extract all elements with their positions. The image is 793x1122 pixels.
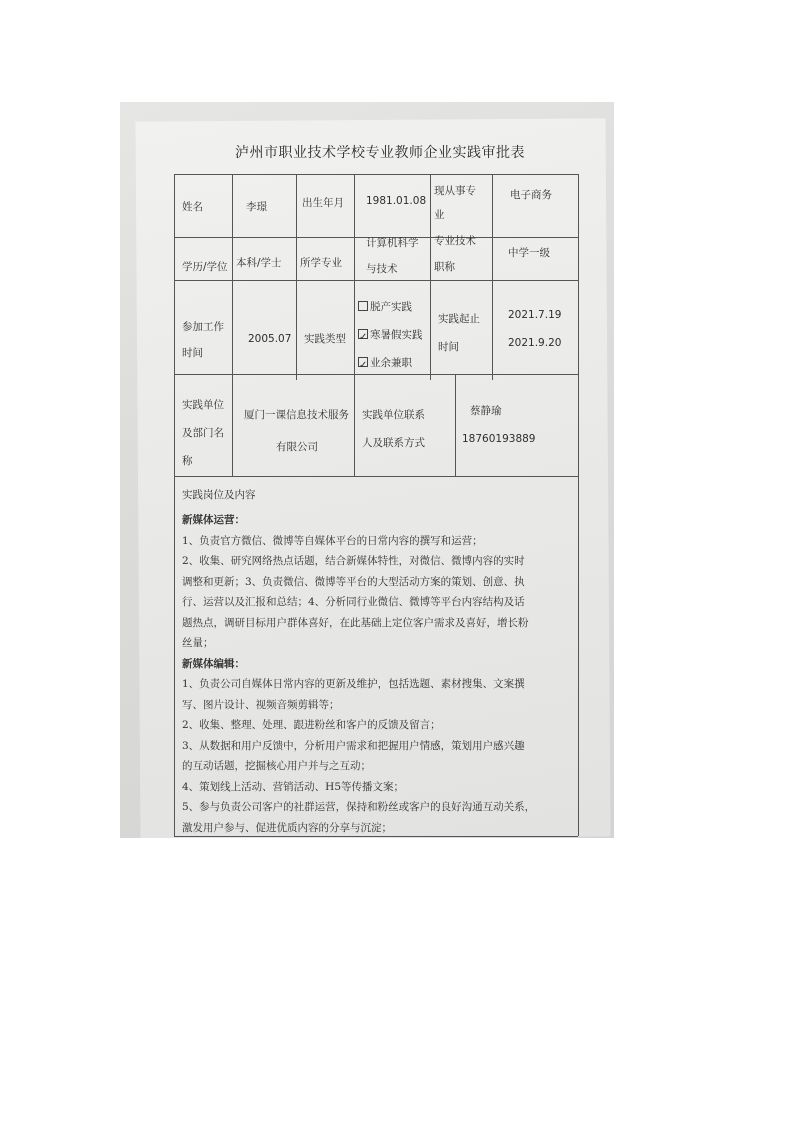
practice-unit-label-cont: 及部门名 (182, 427, 224, 439)
content-line: 1、负责官方微信、微博等自媒体平台的日常内容的撰写和运营； (182, 534, 483, 547)
practice-end-date: 2021.9.20 (508, 337, 562, 349)
practice-period-label-cont: 时间 (438, 341, 459, 353)
practice-type-option-parttime: ✓业余兼职 (358, 350, 412, 376)
content-line: 调整和更新；3、负责微信、微博等平台的大型活动方案的策划、创意、执 (182, 575, 525, 588)
checkbox-icon (358, 301, 368, 311)
content-line: 的互动话题，挖掘核心用户并与之互动； (182, 760, 371, 772)
table-rule (430, 174, 431, 380)
content-line: 4、策划线上活动、营销活动、H5等传播文案； (182, 780, 405, 793)
birth-label: 出生年月 (302, 197, 344, 209)
content-line: 2、收集、研究网络热点话题，结合新媒体特性，对微信、微博内容的实时 (182, 555, 525, 567)
professional-title-label-cont: 职称 (434, 261, 455, 273)
content-line: 3、从数据和用户反馈中，分析用户需求和把握用户情感，策划用户感兴趣 (182, 739, 525, 752)
content-line: 写、图片设计、视频音频剪辑等； (182, 698, 340, 711)
content-line: 行、运营以及汇报和总结；4、分析同行业微信、微博等平台内容结构及话 (182, 596, 525, 608)
name-label: 姓名 (182, 201, 203, 213)
practice-period-label: 实践起止 (438, 313, 480, 325)
section-title-operation: 新媒体运营： (182, 514, 245, 526)
study-major-value: 计算机科学 (366, 237, 419, 249)
content-line: 激发用户参与、促进优质内容的分享与沉淀； (182, 821, 392, 834)
form-title: 泸州市职业技术学校专业教师企业实践审批表 (235, 145, 525, 161)
table-rule (174, 476, 578, 477)
document-photo (120, 102, 614, 838)
practice-unit-value-cont: 有限公司 (276, 441, 318, 453)
table-border-left (174, 174, 175, 836)
table-rule (492, 174, 493, 380)
content-line: 丝量； (182, 637, 214, 649)
education-label: 学历/学位 (182, 261, 228, 273)
professional-title-label: 专业技术 (434, 235, 476, 247)
practice-unit-label-end: 称 (182, 455, 193, 467)
contact-name: 蔡静瑜 (470, 405, 502, 417)
major-label: 现从事专 (434, 185, 476, 197)
contact-label: 实践单位联系 (362, 409, 425, 421)
work-start-label-cont: 时间 (182, 347, 203, 359)
work-start-label: 参加工作 (182, 321, 224, 333)
content-line: 题热点，调研目标用户群体喜好，在此基础上定位客户需求及喜好，增长粉 (182, 616, 529, 629)
study-major-label: 所学专业 (300, 257, 342, 269)
practice-content-heading: 实践岗位及内容 (182, 489, 256, 501)
table-rule (296, 174, 297, 380)
practice-type-option-fulltime: 脱产实践 (358, 294, 412, 320)
professional-title-value: 中学一级 (508, 247, 550, 259)
practice-start-date: 2021.7.19 (508, 309, 562, 321)
content-line: 2、收集、整理、处理、跟进粉丝和客户的反馈及留言； (182, 719, 441, 731)
table-rule (455, 374, 456, 476)
content-line: 5、参与负责公司客户的社群运营，保持和粉丝或客户的良好沟通互动关系， (182, 801, 536, 813)
practice-content-body (182, 510, 594, 838)
practice-type-option-vacation: ✓寒暑假实践 (358, 322, 423, 348)
checkbox-checked-icon (358, 329, 368, 339)
name-value: 李璟 (246, 201, 267, 213)
table-rule (354, 174, 355, 476)
content-line: 1、负责公司自媒体日常内容的更新及维护，包括选题、素材搜集、文案撰 (182, 678, 525, 690)
contact-phone: 18760193889 (462, 433, 536, 445)
table-border-top (174, 174, 578, 175)
table-rule (232, 174, 233, 476)
practice-type-label: 实践类型 (304, 333, 346, 345)
birth-value: 1981.01.08 (366, 195, 427, 207)
practice-unit-value: 厦门一课信息技术服务 (244, 409, 349, 421)
education-value: 本科/学士 (236, 257, 282, 269)
section-title-editing: 新媒体编辑： (182, 657, 245, 670)
work-start-value: 2005.07 (248, 333, 292, 345)
major-value: 电子商务 (510, 189, 552, 201)
major-label-cont: 业 (434, 209, 445, 221)
checkbox-checked-icon (358, 357, 368, 367)
practice-unit-label: 实践单位 (182, 399, 224, 411)
study-major-value-cont: 与技术 (366, 263, 398, 275)
contact-label-cont: 人及联系方式 (362, 437, 425, 449)
